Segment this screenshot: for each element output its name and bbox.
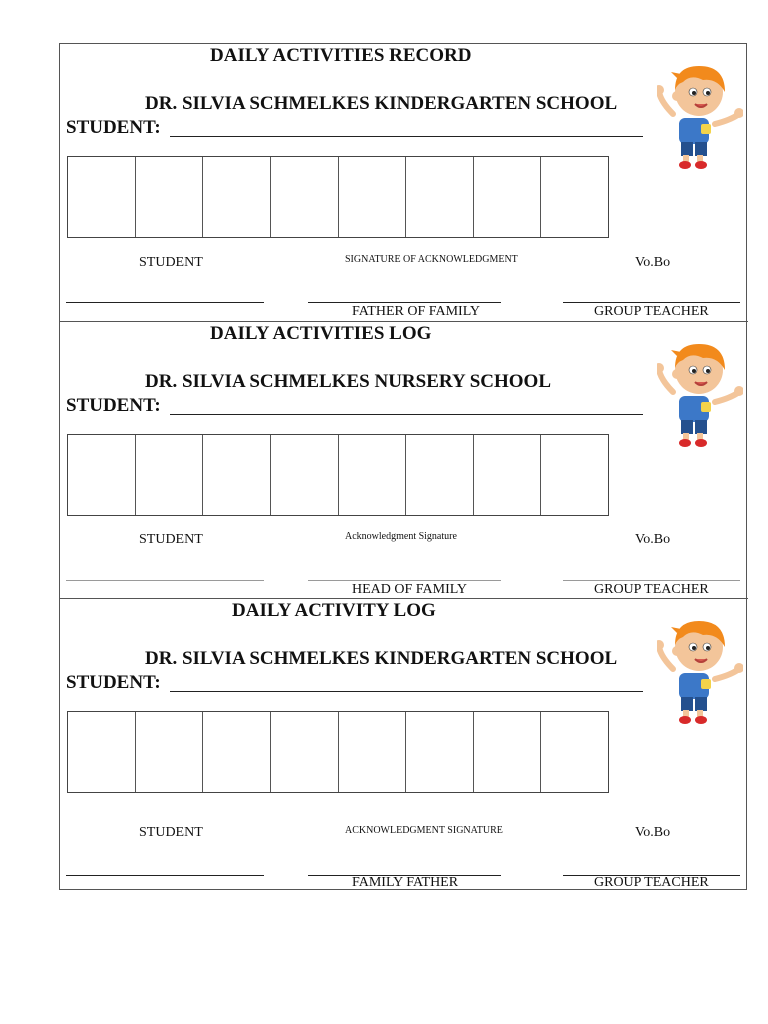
student-caption: STUDENT <box>139 255 203 270</box>
school-name: DR. SILVIA SCHMELKES KINDERGARTEN SCHOOL <box>145 648 618 669</box>
teacher-label: GROUP TEACHER <box>594 582 709 597</box>
parent-label: FAMILY FATHER <box>352 875 459 890</box>
school-name: DR. SILVIA SCHMELKES KINDERGARTEN SCHOOL <box>145 93 618 114</box>
grid-cell[interactable] <box>68 157 136 237</box>
student-name-line[interactable] <box>170 414 643 415</box>
activity-record-sheet <box>59 43 747 890</box>
grid-cell[interactable] <box>68 435 136 515</box>
parent-label: HEAD OF FAMILY <box>352 582 468 597</box>
student-signature-line[interactable] <box>66 302 264 303</box>
grid-cell[interactable] <box>541 435 608 515</box>
record-section-2 <box>60 321 748 599</box>
record-title: DAILY ACTIVITIES RECORD <box>210 45 472 66</box>
activity-grid <box>67 434 609 516</box>
grid-cell[interactable] <box>541 157 608 237</box>
teacher-label: GROUP TEACHER <box>594 304 709 319</box>
grid-cell[interactable] <box>136 435 204 515</box>
grid-cell[interactable] <box>474 435 542 515</box>
ack-signature-caption: Acknowledgment Signature <box>345 531 457 542</box>
grid-cell[interactable] <box>474 157 542 237</box>
teacher-signature-line[interactable] <box>563 580 740 581</box>
grid-cell[interactable] <box>541 712 608 792</box>
parent-label: FATHER OF FAMILY <box>352 304 480 319</box>
teacher-label: GROUP TEACHER <box>594 875 709 890</box>
vobo-caption: Vo.Bo <box>635 255 671 270</box>
activity-grid <box>67 156 609 238</box>
ack-signature-caption: SIGNATURE OF ACKNOWLEDGMENT <box>345 254 518 265</box>
grid-cell[interactable] <box>339 712 407 792</box>
grid-cell[interactable] <box>203 712 271 792</box>
grid-cell[interactable] <box>271 712 339 792</box>
grid-cell[interactable] <box>271 435 339 515</box>
grid-cell[interactable] <box>339 157 407 237</box>
parent-signature-line[interactable] <box>308 580 501 581</box>
waving-boy-icon <box>657 340 743 450</box>
grid-cell[interactable] <box>406 712 474 792</box>
teacher-signature-line[interactable] <box>563 302 740 303</box>
student-signature-line[interactable] <box>66 580 264 581</box>
grid-cell[interactable] <box>136 712 204 792</box>
record-title: DAILY ACTIVITIES LOG <box>210 323 432 344</box>
student-name-line[interactable] <box>170 136 643 137</box>
vobo-caption: Vo.Bo <box>635 532 671 547</box>
student-label: STUDENT: <box>66 395 161 416</box>
record-section-3 <box>60 598 748 890</box>
grid-cell[interactable] <box>203 435 271 515</box>
grid-cell[interactable] <box>68 712 136 792</box>
student-label: STUDENT: <box>66 117 161 138</box>
waving-boy-icon <box>657 617 743 727</box>
student-name-line[interactable] <box>170 691 643 692</box>
student-signature-line[interactable] <box>66 875 264 876</box>
record-title: DAILY ACTIVITY LOG <box>232 600 436 621</box>
student-caption: STUDENT <box>139 532 203 547</box>
grid-cell[interactable] <box>474 712 542 792</box>
grid-cell[interactable] <box>339 435 407 515</box>
grid-cell[interactable] <box>271 157 339 237</box>
student-caption: STUDENT <box>139 825 203 840</box>
school-name: DR. SILVIA SCHMELKES NURSERY SCHOOL <box>145 371 552 392</box>
grid-cell[interactable] <box>406 435 474 515</box>
grid-cell[interactable] <box>406 157 474 237</box>
ack-signature-caption: ACKNOWLEDGMENT SIGNATURE <box>345 825 503 836</box>
vobo-caption: Vo.Bo <box>635 825 671 840</box>
parent-signature-line[interactable] <box>308 302 501 303</box>
record-section-1 <box>60 44 748 321</box>
student-label: STUDENT: <box>66 672 161 693</box>
grid-cell[interactable] <box>136 157 204 237</box>
waving-boy-icon <box>657 62 743 172</box>
activity-grid <box>67 711 609 793</box>
grid-cell[interactable] <box>203 157 271 237</box>
